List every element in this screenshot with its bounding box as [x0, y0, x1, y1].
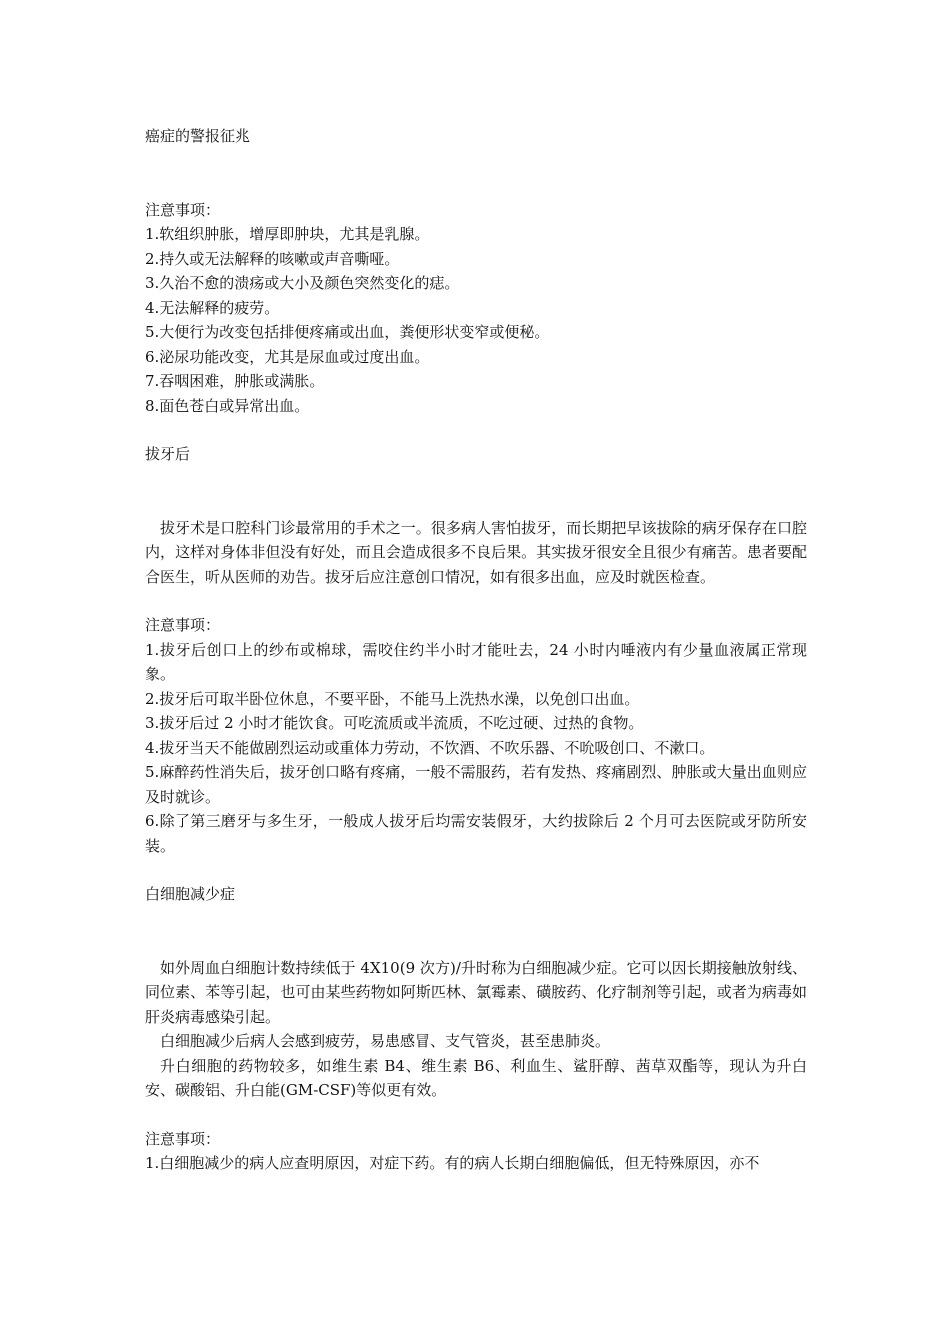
section-title: 白细胞减少症: [145, 885, 236, 903]
list-item: 6.除了第三磨牙与多生牙，一般成人拔牙后均需安装假牙，大约拔除后 2 个月可去医院或牙防所安装。: [145, 812, 807, 855]
body-paragraph: 升白细胞的药物较多，如维生素 B4、维生素 B6、利血生、鲨肝醇、茜草双酯等，现认为升白安、碳酸铝、升白能(GM-CSF)等似更有效。: [145, 1056, 807, 1099]
list-item: 1.软组织肿胀，增厚即肿块，尤其是乳腺。: [145, 225, 430, 243]
spacer: [145, 418, 807, 442]
body-paragraph: 白细胞减少后病人会感到疲劳，易患感冒、支气管炎，甚至患肺炎。: [160, 1032, 611, 1050]
list-item: 2.拔牙后可取半卧位休息，不要平卧，不能马上洗热水澡，以免创口出血。: [145, 689, 640, 708]
spacer: [145, 589, 807, 613]
document-page: [145, 124, 807, 1176]
list-item: 8.面色苍白或异常出血。: [145, 396, 310, 415]
notes-heading: 注意事项：: [145, 200, 221, 219]
list-item: 5.麻醉药性消失后，拔牙创口略有疼痛，一般不需服药，若有发热、疼痛剧烈、肿胀或大量出血则应及时就诊。: [145, 763, 807, 806]
section-title: 拔牙后: [145, 445, 191, 463]
section-title: 癌症的警报征兆: [145, 127, 251, 145]
list-item: 4.无法解释的疲劳。: [145, 298, 280, 317]
body-paragraph: 如外周血白细胞计数持续低于 4X10(9 次方)/升时称为白细胞减少症。它可以因长期接触放射线、同位素、苯等引起，也可由某些药物如阿斯匹林、氯霉素、磺胺药、化疗制剂等引起，或者为病毒如肝炎病毒感染引起。: [145, 958, 807, 1026]
spacer: [145, 1103, 807, 1127]
list-item: 7.吞咽困难，肿胀或满胀。: [145, 372, 325, 390]
spacer: [145, 907, 807, 956]
spacer: [145, 467, 807, 516]
list-item: 5.大便行为改变包括排便疼痛或出血，粪便形状变窄或便秘。: [145, 323, 550, 341]
spacer: [145, 858, 807, 882]
list-item: 2.持久或无法解释的咳嗽或声音嘶哑。: [145, 249, 400, 268]
list-item: 3.久治不愈的溃疡或大小及颜色突然变化的痣。: [145, 274, 460, 292]
notes-heading: 注意事项：: [145, 616, 221, 634]
body-paragraph: 拔牙术是口腔科门诊最常用的手术之一。很多病人害怕拔牙，而长期把早该拔除的病牙保存在口腔内，这样对身体非但没有好处，而且会造成很多不良后果。其实拔牙很安全且很少有痛苦。患者要配合医生，听从医师的劝告。拔牙后应注意创口情况，如有很多出血，应及时就医检查。: [145, 518, 807, 586]
list-item: 6.泌尿功能改变，尤其是尿血或过度出血。: [145, 347, 430, 366]
notes-heading: 注意事项：: [145, 1129, 221, 1148]
spacer: [145, 149, 807, 198]
list-item: 1.拔牙后创口上的纱布或棉球，需咬住约半小时才能吐去，24 小时内唾液内有少量血液属正常现象。: [145, 640, 807, 683]
list-item: 3.拔牙后过 2 小时才能饮食。可吃流质或半流质，不吃过硬、过热的食物。: [145, 714, 644, 732]
list-item: 4.拔牙当天不能做剧烈运动或重体力劳动，不饮酒、不吹乐器、不吮吸创口、不漱口。: [145, 738, 715, 757]
list-item: 1.白细胞减少的病人应查明原因，对症下药。有的病人长期白细胞偏低，但无特殊原因，亦不: [145, 1154, 760, 1172]
